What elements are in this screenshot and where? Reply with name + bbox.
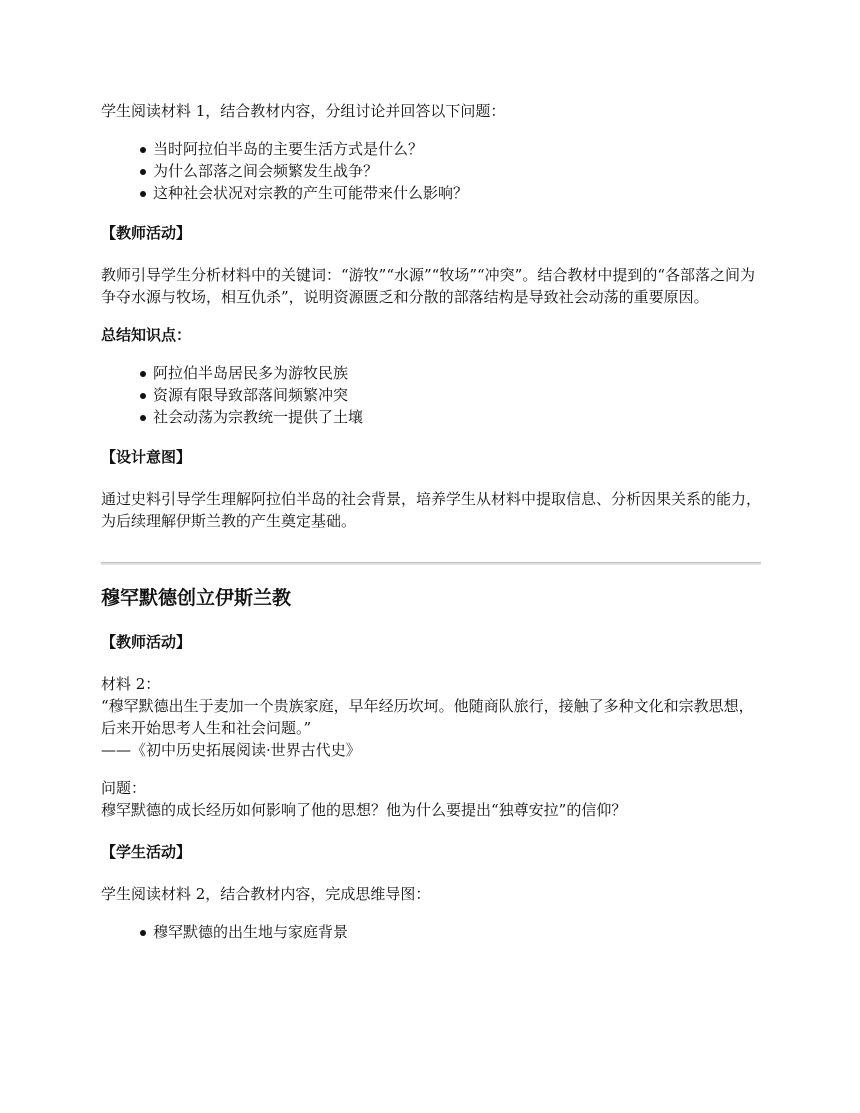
question-text: 穆罕默德的成长经历如何影响了他的思想？他为什么要提出“独尊安拉”的信仰？ <box>101 801 627 819</box>
design-intent-text: 通过史料引导学生理解阿拉伯半岛的社会背景，培养学生从材料中提取信息、分析因果关系的能力，为后续理解伊斯兰教的产生奠定基础。 <box>101 490 762 530</box>
question-label: 问题： <box>101 779 147 797</box>
student-activity-intro: 学生阅读材料 2，结合教材内容，完成思维导图： <box>101 885 431 903</box>
section-title: 穆罕默德创立伊斯兰教 <box>101 587 292 609</box>
section-divider <box>101 562 761 565</box>
list-item: 为什么部落之间会频繁发生战争？ <box>153 160 761 182</box>
design-intent-heading: 【设计意图】 <box>101 448 192 466</box>
list-item: 资源有限导致部落间频繁冲突 <box>153 384 761 406</box>
discussion-question-list <box>101 138 761 204</box>
summary-point-list <box>101 362 761 428</box>
document-content <box>101 100 761 943</box>
list-item: 穆罕默德的出生地与家庭背景 <box>153 921 761 943</box>
material-source: ——《初中历史拓展阅读·世界古代史》 <box>101 741 361 759</box>
material-label: 材料 2： <box>101 675 161 693</box>
teacher-activity-heading-2: 【教师活动】 <box>101 633 192 651</box>
list-item: 社会动荡为宗教统一提供了土壤 <box>153 406 761 428</box>
list-item: 当时阿拉伯半岛的主要生活方式是什么？ <box>153 138 761 160</box>
summary-heading: 总结知识点： <box>101 326 192 344</box>
material-quote: “穆罕默德出生于麦加一个贵族家庭，早年经历坎坷。他随商队旅行，接触了多种文化和宗教思想，后来开始思考人生和社会问题。” <box>101 697 754 737</box>
teacher-activity-heading: 【教师活动】 <box>101 224 192 242</box>
student-activity-heading: 【学生活动】 <box>101 843 192 861</box>
section1-intro: 学生阅读材料 1，结合教材内容，分组讨论并回答以下问题： <box>101 102 506 120</box>
list-item: 阿拉伯半岛居民多为游牧民族 <box>153 362 761 384</box>
list-item: 这种社会状况对宗教的产生可能带来什么影响？ <box>153 182 761 204</box>
teacher-activity-text: 教师引导学生分析材料中的关键词：“游牧”“水源”“牧场”“冲突”。结合教材中提到的“各部落之间为争夺水源与牧场，相互仇杀”，说明资源匮乏和分散的部落结构是导致社会动荡的重要原因。 <box>101 266 756 306</box>
mindmap-item-list <box>101 921 761 943</box>
